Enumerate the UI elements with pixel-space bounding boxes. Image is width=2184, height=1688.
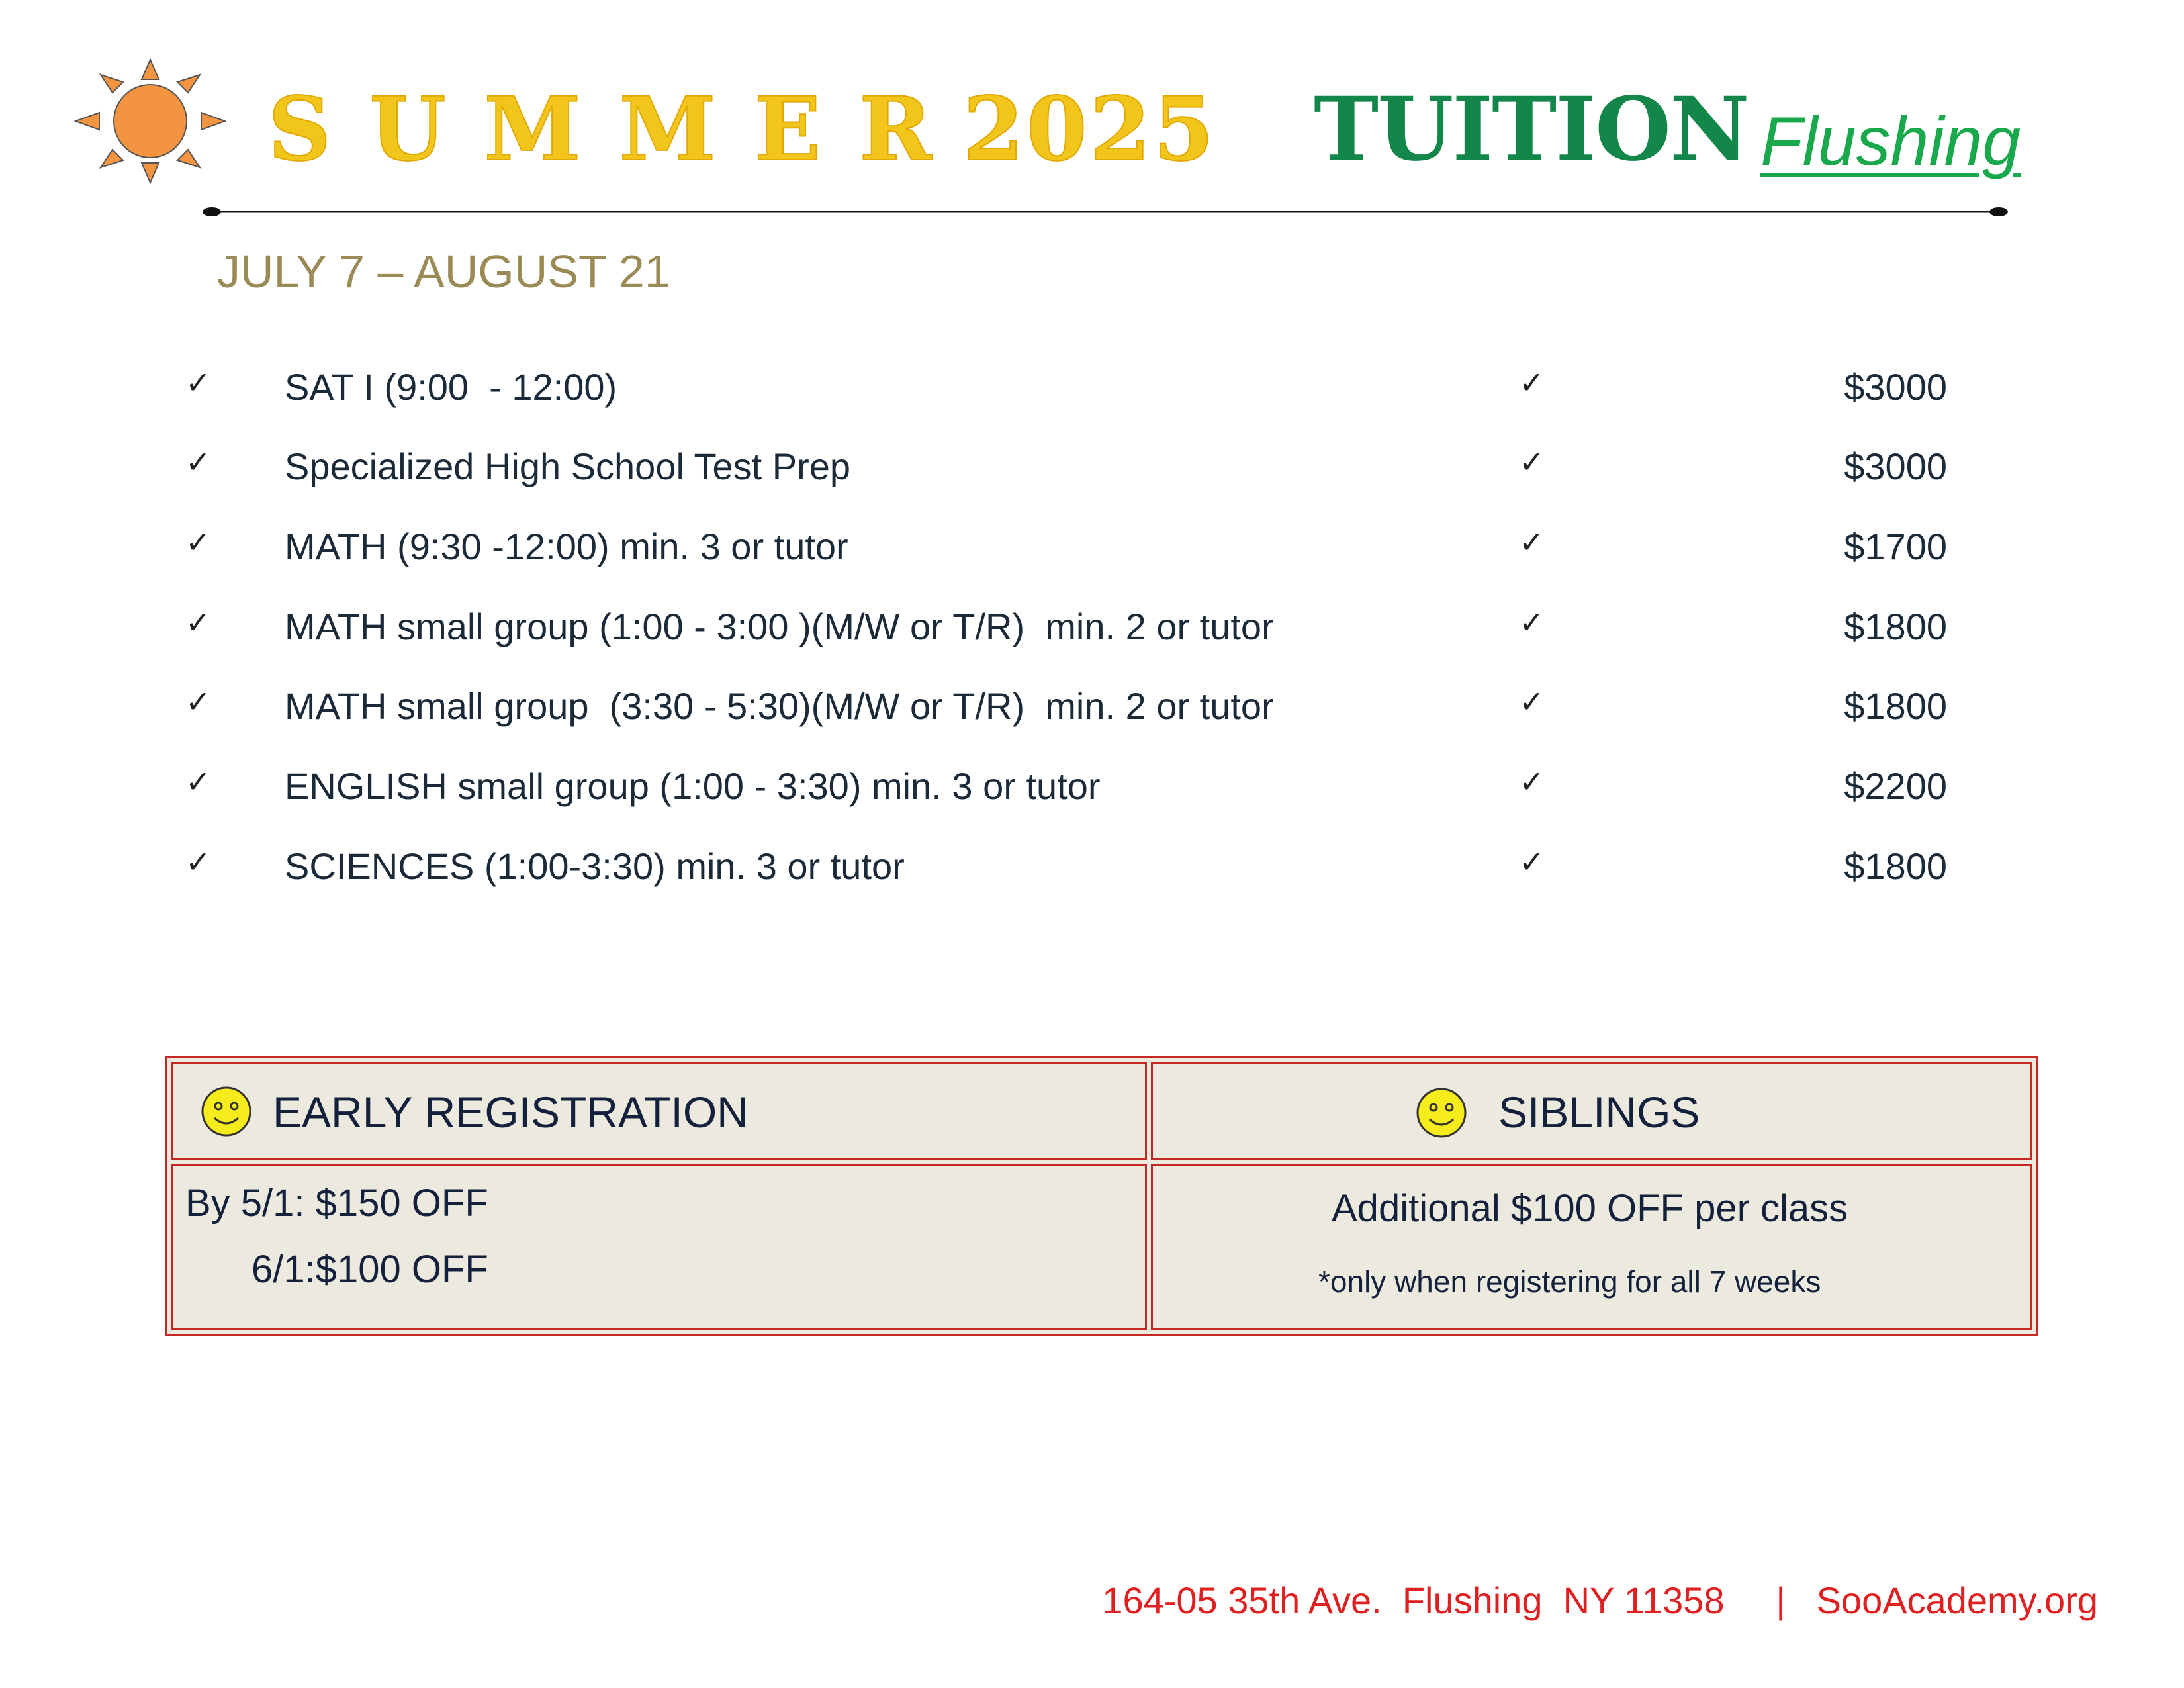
early-registration-heading: EARLY REGISTRATION xyxy=(273,1088,749,1137)
check-icon: ✓ xyxy=(1519,684,1545,720)
course-price: $3000 xyxy=(1844,445,1947,487)
check-icon: ✓ xyxy=(185,604,211,640)
check-icon: ✓ xyxy=(185,365,211,400)
course-price: $3000 xyxy=(1844,366,1947,408)
discount-table xyxy=(165,1056,2038,1336)
check-icon: ✓ xyxy=(185,844,211,880)
early-registration-details xyxy=(171,1164,1147,1330)
early-registration-header xyxy=(171,1062,1147,1160)
course-row xyxy=(0,844,2184,906)
course-row xyxy=(0,604,2184,667)
date-range: JULY 7 – AUGUST 21 xyxy=(217,246,670,297)
course-price: $2200 xyxy=(1844,765,1947,807)
course-row xyxy=(0,444,2184,506)
check-icon: ✓ xyxy=(1519,444,1545,480)
course-price: $1800 xyxy=(1844,685,1947,727)
smiley-icon xyxy=(1415,1086,1468,1139)
check-icon: ✓ xyxy=(1519,524,1545,560)
early-discount-line-1: By 5/1: $150 OFF xyxy=(185,1182,488,1225)
early-discount-line-2: 6/1:$100 OFF xyxy=(251,1248,488,1291)
course-name: MATH small group (3:30 - 5:30)(M/W or T/R) min. 2 or tutor xyxy=(285,685,1274,727)
title-year: 2025 xyxy=(963,78,1217,181)
check-icon: ✓ xyxy=(1519,764,1545,800)
footer-address: 164-05 35th Ave. Flushing NY 11358 xyxy=(1102,1579,1725,1621)
footer-website-link[interactable]: SooAcademy.org xyxy=(1816,1579,2098,1621)
check-icon: ✓ xyxy=(185,684,211,720)
check-icon: ✓ xyxy=(185,524,211,560)
siblings-heading: SIBLINGS xyxy=(1498,1088,1700,1137)
check-icon: ✓ xyxy=(1519,604,1545,640)
check-icon: ✓ xyxy=(1519,844,1545,880)
course-name: ENGLISH small group (1:00 - 3:30) min. 3 or tutor xyxy=(285,765,1101,807)
footer-separator: | xyxy=(1776,1579,1786,1621)
course-row xyxy=(0,367,2184,427)
title-summer: SUMMER xyxy=(268,78,970,181)
course-price: $1700 xyxy=(1844,526,1947,567)
course-price: $1800 xyxy=(1844,845,1947,887)
course-name: MATH small group (1:00 - 3:00 )(M/W or T/R) min. 2 or tutor xyxy=(285,606,1274,647)
location-link[interactable]: Flushing xyxy=(1760,103,2021,180)
course-name: Specialized High School Test Prep xyxy=(285,445,851,487)
title-tuition: TUITION xyxy=(1314,78,1749,181)
course-name: SCIENCES (1:00-3:30) min. 3 or tutor xyxy=(285,845,905,887)
check-icon: ✓ xyxy=(1519,365,1545,400)
siblings-details xyxy=(1151,1164,2032,1330)
check-icon: ✓ xyxy=(185,444,211,480)
smiley-icon xyxy=(200,1085,253,1138)
course-name: MATH (9:30 -12:00) min. 3 or tutor xyxy=(285,526,848,567)
course-row xyxy=(0,764,2184,826)
course-price: $1800 xyxy=(1844,606,1947,647)
siblings-header xyxy=(1151,1062,2032,1160)
siblings-discount-note: *only when registering for all 7 weeks xyxy=(1318,1264,1821,1299)
course-row xyxy=(0,524,2184,586)
header-divider xyxy=(199,199,2012,225)
sun-icon xyxy=(74,58,226,184)
footer-contact xyxy=(1102,1579,2098,1621)
siblings-discount-line: Additional $100 OFF per class xyxy=(1332,1187,1848,1230)
check-icon: ✓ xyxy=(185,764,211,800)
course-row xyxy=(0,686,2184,746)
course-name: SAT I (9:00 - 12:00) xyxy=(285,366,617,408)
